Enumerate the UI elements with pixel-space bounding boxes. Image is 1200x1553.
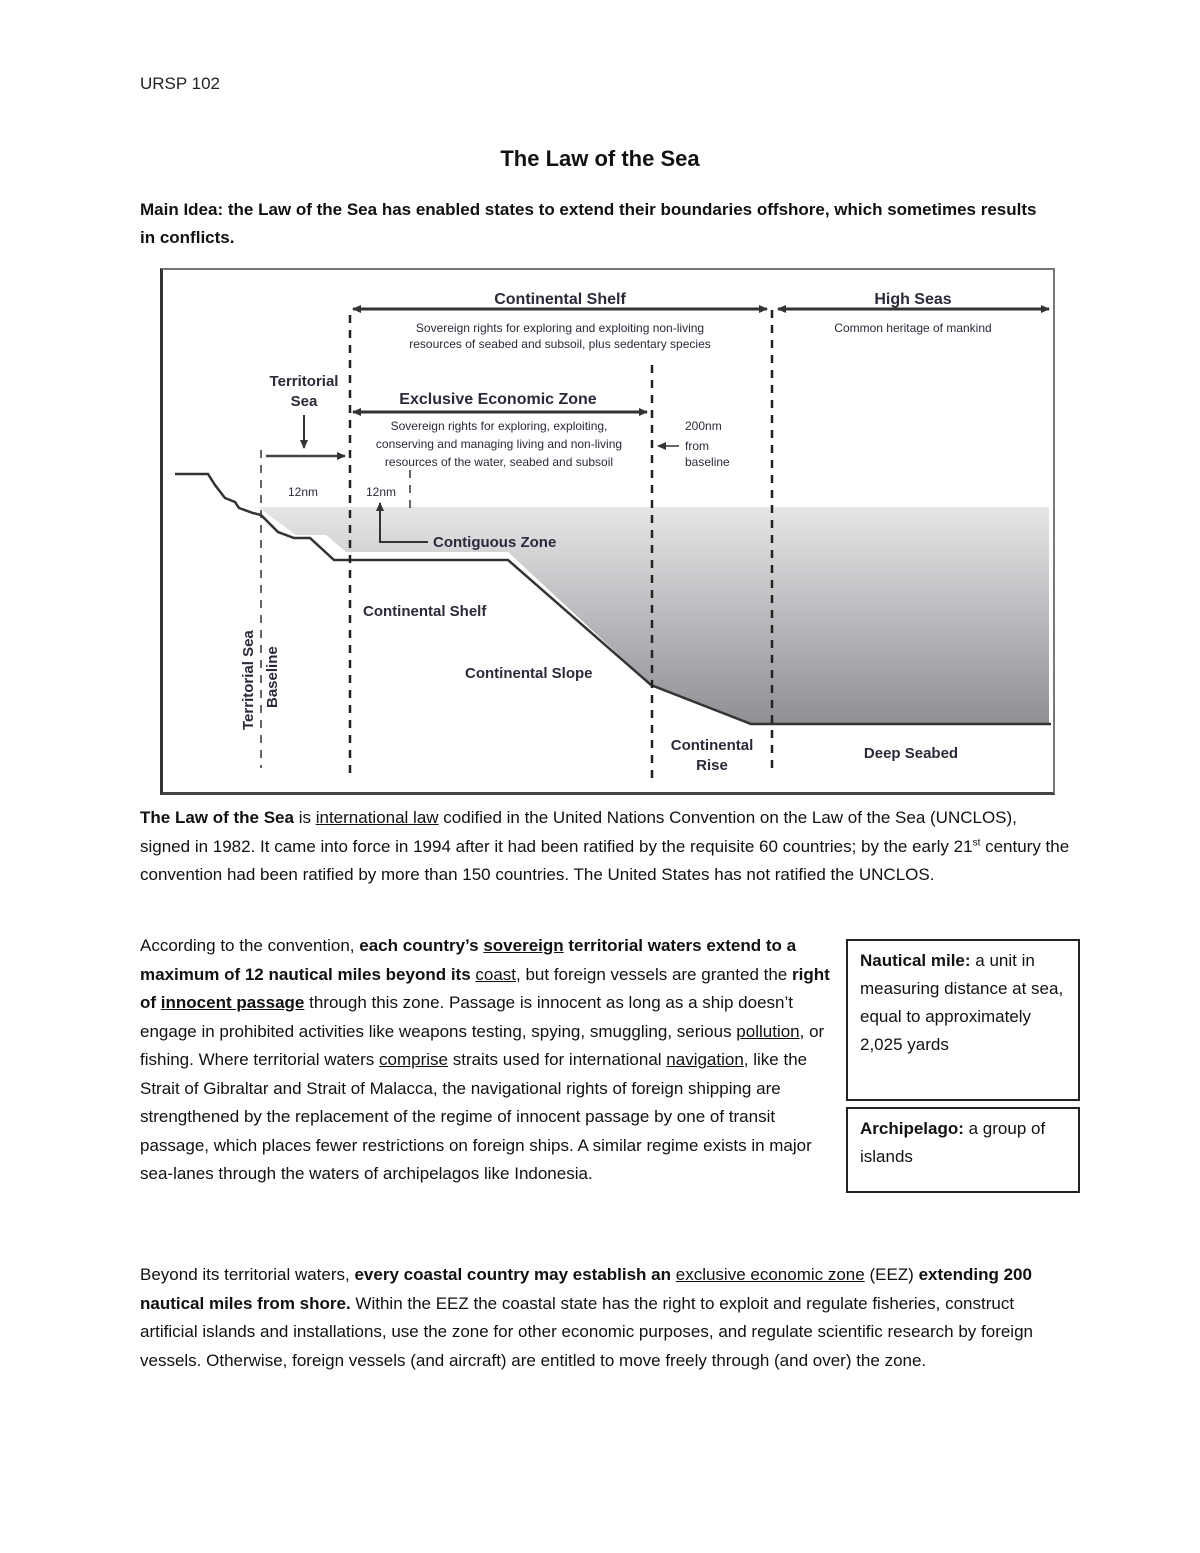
label-continental-shelf-zone: Continental Shelf — [494, 291, 626, 308]
svg-text:12nm: 12nm — [365, 485, 397, 499]
label-200nm: 200nm — [685, 419, 722, 433]
svg-text:Sovereign rights for exploring: Sovereign rights for exploring and exploiting non-living — [415, 321, 705, 335]
label-high-seas: High Seas — [874, 291, 952, 308]
link-pollution[interactable]: pollution — [736, 1021, 800, 1041]
svg-text:Sovereign rights for exploring: Sovereign rights for exploring, exploiting, — [390, 419, 608, 433]
definition-nautical-mile: Nautical mile: a unit in measuring distance at sea, equal to approximately 2,025 yards — [846, 939, 1080, 1101]
svg-text:resources of seabed and subsoi: resources of seabed and subsoil, plus sedentary species — [409, 337, 711, 351]
svg-text:from: from — [685, 439, 709, 453]
link-innocent-passage[interactable]: innocent passage — [160, 993, 305, 1012]
label-continental-rise: Continental — [670, 737, 754, 754]
svg-text:resources of the water, seabed: resources of the water, seabed and subsoil — [384, 455, 614, 469]
svg-text:Rise: Rise — [696, 757, 728, 774]
course-header: URSP 102 — [140, 74, 221, 93]
paragraph-eez: Beyond its territorial waters, every coastal country may establish an exclusive economic zone (EEZ) extending 200 nautical miles from shore. Within the EEZ the coastal state has the right to exploit and regulate fisheries, construct artificial islands and installations, use the zone for other economic purposes, and regulate scientific research by foreign vessels. Otherwise, foreign vessels (and aircraft) are entitled to move freely through (and over) the zone. — [140, 1265, 1033, 1370]
link-navigation[interactable]: navigation — [666, 1050, 744, 1069]
label-deep-seabed: Deep Seabed — [863, 745, 959, 762]
svg-text:Common heritage of mankind: Common heritage of mankind — [834, 321, 992, 335]
label-eez: Exclusive Economic Zone — [399, 391, 597, 408]
link-coast[interactable]: coast — [475, 964, 517, 984]
label-continental-shelf: Continental Shelf — [363, 603, 487, 620]
svg-text:conserving and managing living: conserving and managing living and non-living — [375, 437, 623, 451]
link-exclusive-economic-zone[interactable]: exclusive economic zone — [675, 1265, 865, 1284]
law-of-sea-diagram — [160, 268, 1055, 795]
paragraph-territorial-waters: According to the convention, each country’s sovereign territorial waters extend to a maximum of 12 nautical miles beyond its coast, but foreign vessels are granted the right of innocent passage through this zone. Passage is innocent as long as a ship doesn’t engage in prohibited activities like weapons testing, spying, smuggling, serious pollution, or fishing. Where territorial waters comprise straits used for international navigation, like the Strait of Gibraltar and Strait of Malacca, the navigational rights of foreign shipping are strengthened by the replacement of the regime of innocent passage by one of transit passage, which places fewer restrictions on foreign ships. A similar regime exists in major sea-lanes through the waters of archipelagos like Indonesia. — [140, 936, 830, 1183]
link-international-law[interactable]: international law — [315, 808, 439, 827]
label-continental-slope: Continental Slope — [465, 665, 593, 682]
definition-archipelago: Archipelago: a group of islands — [846, 1107, 1080, 1193]
link-sovereign[interactable]: sovereign — [483, 936, 564, 955]
label-territorial-sea: Territorial — [269, 373, 339, 390]
link-comprise[interactable]: comprise — [379, 1050, 448, 1069]
document-title: The Law of the Sea — [500, 146, 700, 171]
svg-text:12nm: 12nm — [287, 485, 319, 499]
svg-text:Sea: Sea — [290, 393, 318, 410]
paragraph-unclos: The Law of the Sea is international law codified in the United Nations Convention on the Law of the Sea (UNCLOS), signed in 1982. It came into force in 1994 after it had been ratified by the requisite 60 countries; by the early 21st century the convention had been ratified by more than 150 countries. The United States has not ratified the UNCLOS. — [140, 808, 1070, 884]
main-idea: Main Idea: the Law of the Sea has enabled states to extend their boundaries offshore, which sometimes results in conflicts. — [140, 200, 1037, 247]
svg-text:baseline: baseline — [685, 455, 730, 469]
label-contiguous-zone: Contiguous Zone — [433, 534, 557, 551]
label-baseline: Territorial Sea — [240, 630, 257, 730]
svg-text:Baseline: Baseline — [264, 646, 281, 708]
